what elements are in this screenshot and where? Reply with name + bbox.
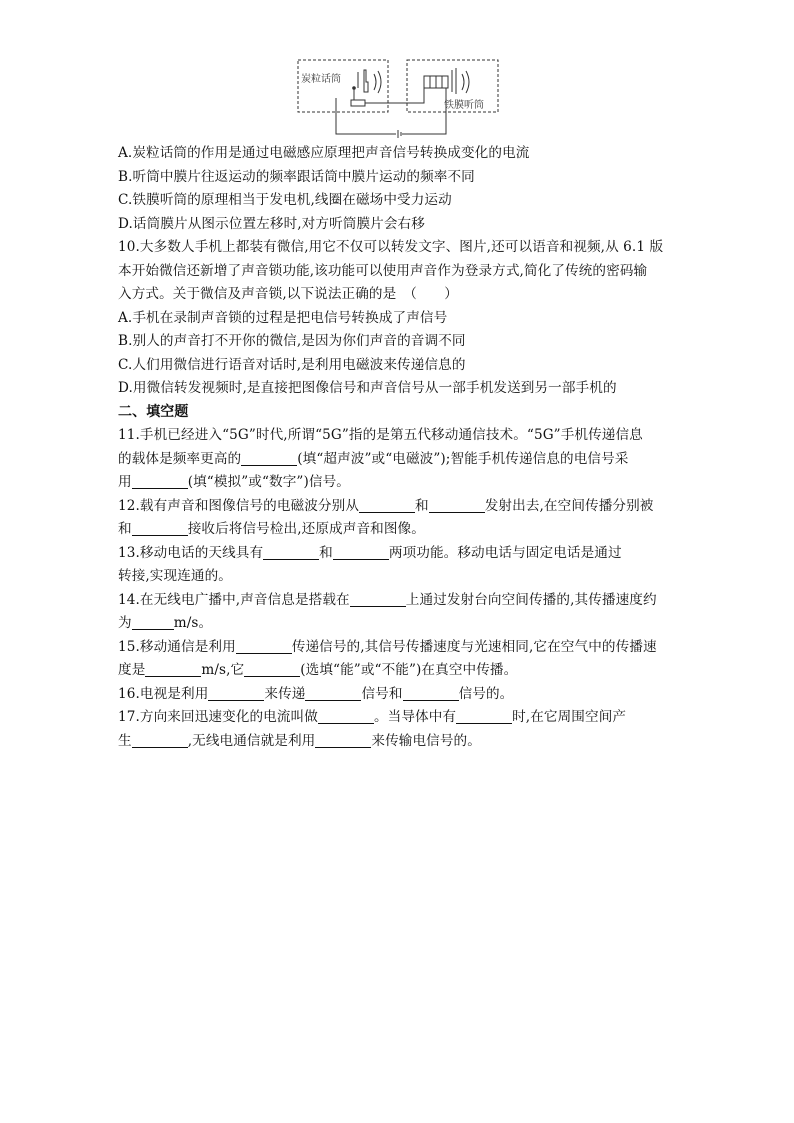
option-q9-d: D.话筒膜片从图示位置左移时,对方听筒膜片会右移 [118, 215, 425, 232]
q10-stem-line-3: 入方式。关于微信及声音锁,以下说法正确的是 （ ） [118, 286, 458, 302]
q12-line-1: 12.载有声音和图像信号的电磁波分别从 和 发射出去,在空间传播分别被 [118, 497, 654, 514]
q16-line: 16.电视是利用 来传递 信号和 信号的。 [118, 685, 514, 702]
q11-line-2: 的载体是频率更高的 (填“超声波”或“电磁波”);智能手机传递信息的电信号采 [118, 450, 629, 467]
q12-line-2: 和 接收后将信号检出,还原成声音和图像。 [118, 521, 425, 537]
option-q10-b: B.别人的声音打不开你的微信,是因为你们声音的音调不同 [118, 333, 466, 349]
option-q9-a: A.炭粒话筒的作用是通过电磁感应原理把声音信号转换成变化的电流 [118, 145, 530, 161]
telephone-circuit-diagram [296, 58, 500, 138]
answer-blank[interactable] [145, 661, 201, 677]
answer-blank[interactable] [350, 591, 406, 607]
q14-line-1: 14.在无线电广播中,声音信息是搭载在 上通过发射台向空间传播的,其传播速度约 [118, 591, 657, 608]
q10-stem-line-1: 10.大多数人手机上都装有微信,用它不仅可以转发文字、图片,还可以语音和视频,从 6.1 版 [118, 239, 664, 255]
answer-blank[interactable] [429, 497, 485, 513]
option-q10-a: A.手机在录制声音锁的过程是把电信号转换成了声信号 [118, 309, 448, 326]
q11-line-1: 11.手机已经进入“5G”时代,所谓“5G”指的是第五代移动通信技术。“5G”手机传递信息 [118, 427, 643, 443]
q10-stem-line-2: 本开始微信还新增了声音锁功能,该功能可以使用声音作为登录方式,简化了传统的密码输 [118, 262, 648, 279]
answer-blank[interactable] [359, 497, 415, 513]
microphone-box [298, 60, 388, 112]
answer-blank[interactable] [333, 544, 389, 560]
answer-blank[interactable] [244, 661, 300, 677]
answer-blank[interactable] [132, 732, 188, 748]
q15-line-1: 15.移动通信是利用 传递信号的,其信号传播速度与光速相同,它在空气中的传播速 [118, 638, 657, 655]
answer-blank[interactable] [241, 450, 297, 466]
section-title: 二、填空题 [118, 403, 189, 420]
q13-line-2: 转接,实现连通的。 [118, 568, 232, 584]
answer-blank[interactable] [208, 685, 264, 701]
receiver-label: 铁膜听筒 [444, 100, 484, 111]
option-q10-d: D.用微信转发视频时,是直接把图像信号和声音信号从一部手机发送到另一部手机的 [118, 380, 617, 396]
answer-blank[interactable] [132, 520, 188, 536]
answer-blank[interactable] [456, 708, 512, 724]
q17-line-1: 17.方向来回迅速变化的电流叫做 。当导体中有 时,在它周围空间产 [118, 709, 627, 725]
option-q9-c: C.铁膜听筒的原理相当于发电机,线圈在磁场中受力运动 [118, 192, 452, 208]
junction-dot [352, 86, 356, 90]
answer-blank[interactable] [236, 638, 292, 654]
option-q10-c: C.人们用微信进行语音对话时,是利用电磁波来传递信息的 [118, 356, 466, 373]
q11-line-3: 用 (填“模拟”或“数字”)信号。 [118, 474, 350, 490]
q15-line-2: 度是 m/s,它 (选填“能”或“不能”)在真空中传播。 [118, 662, 518, 678]
answer-blank[interactable] [318, 708, 374, 724]
question-body [118, 142, 678, 753]
option-q9-b: B.听筒中膜片往返运动的频率跟话筒中膜片运动的频率不同 [118, 168, 475, 185]
answer-blank[interactable] [315, 732, 371, 748]
answer-blank[interactable] [403, 685, 459, 701]
q17-line-2: 生 ,无线电通信就是利用 来传输电信号的。 [118, 732, 481, 749]
answer-blank[interactable] [132, 614, 174, 630]
q14-line-2: 为 m/s。 [118, 615, 213, 631]
microphone-label: 炭粒话筒 [301, 74, 341, 85]
answer-blank[interactable] [305, 685, 361, 701]
q13-line-1: 13.移动电话的天线具有 和 两项功能。移动电话与固定电话是通过 [118, 544, 622, 561]
answer-blank[interactable] [263, 544, 319, 560]
answer-blank[interactable] [132, 473, 188, 489]
